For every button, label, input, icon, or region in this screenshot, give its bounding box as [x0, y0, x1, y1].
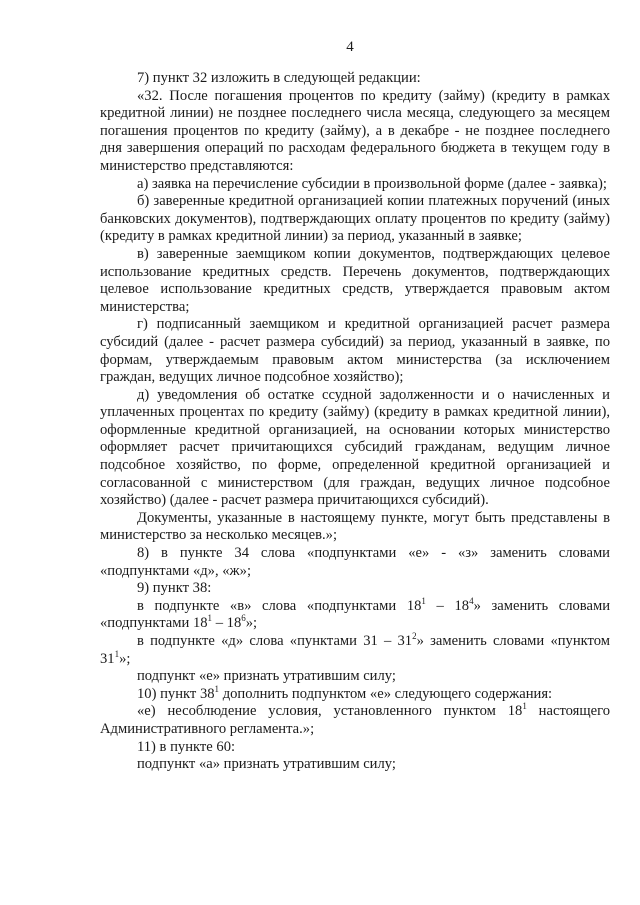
paragraph-text: а) заявка на перечисление субсидии в произвольной форме (далее - заявка); — [137, 175, 607, 192]
superscript: 6 — [241, 613, 246, 624]
paragraph-text: » заменить словами «подпунктами 18 — [100, 597, 611, 632]
superscript: 1 — [214, 683, 220, 694]
page-number: 4 — [346, 39, 354, 55]
paragraph-text: подпункт «а» признать утратившим силу; — [137, 756, 396, 773]
paragraph-pdocs — [100, 510, 610, 545]
superscript: 1 — [522, 701, 527, 712]
paragraph-text: подпункт «е» признать утратившим силу; — [137, 668, 396, 685]
paragraph-text: в) заверенные заемщиком копии документов, подтверждающих целевое использование кредитных средств. Перечень документов, подтверждающих целевое использование кредитных средств, утверждается правовым актом министерства; — [100, 245, 610, 315]
paragraph-text: 7) пункт 32 изложить в следующей редакции: — [137, 70, 421, 86]
paragraph-p9d — [100, 633, 610, 668]
paragraph-text: «32. После погашения процентов по кредиту (займу) (кредиту в рамках кредитной линии) не позднее последнего числа месяца, следующего за месяцем погашения процентов по кредиту (займу), а в декабре - не позднее последнего дня завершения операций по расходам федерального бюджета в текущем году в министерство представляются: — [100, 87, 610, 174]
superscript: 1 — [421, 595, 426, 606]
superscript: 4 — [469, 595, 474, 606]
paragraph-p9e — [100, 668, 610, 686]
paragraph-text: «е) несоблюдение условия, установленного пунктом 18 — [137, 703, 523, 720]
paragraph-p9v — [100, 595, 611, 633]
paragraph-p10e — [100, 703, 610, 738]
paragraph-pa — [100, 176, 610, 194]
paragraph-text: 11) в пункте 60: — [137, 738, 236, 755]
paragraph-p8 — [100, 545, 610, 580]
paragraph-text: г) подписанный заемщиком и кредитной организацией расчет размера субсидий (далее - расчет размера субсидий) за период, указанный в заявке, по формам, утверждаемым правовым актом министерства (за исключением граждан, ведущих личное подсобное хозяйство); — [100, 316, 610, 386]
paragraph-pb — [100, 193, 610, 246]
paragraph-pv — [100, 246, 610, 316]
paragraph-text: в подпункте «в» слова «подпунктами 18 — [137, 597, 422, 614]
paragraph-p11 — [100, 739, 610, 757]
superscript: 2 — [412, 631, 417, 641]
paragraph-pd — [100, 387, 610, 510]
paragraph-text: » заменить словами «пунктом 31 — [100, 633, 610, 667]
paragraph-text: »; — [245, 615, 258, 632]
paragraph-text: 8) в пункте 34 слова «подпунктами «е» - «з» заменить словами «подпунктами «д», «ж»; — [100, 545, 610, 579]
paragraph-text: – 18 — [212, 615, 242, 632]
paragraph-text: 10) пункт 38 — [137, 685, 215, 702]
superscript: 1 — [207, 613, 213, 624]
paragraph-text: настоящего Административного регламента.»; — [100, 703, 611, 737]
paragraph-text: – 18 — [425, 597, 470, 614]
paragraph-p32 — [100, 88, 610, 176]
document-body — [100, 70, 610, 774]
paragraph-p9 — [100, 580, 610, 598]
paragraph-text: б) заверенные кредитной организацией копии платежных поручений (иных банковских документов), подтверждающих оплату процентов по кредиту (займу) (кредиту в рамках кредитной линии) за период, указанный в заявке; — [100, 193, 610, 245]
paragraph-p7 — [100, 70, 610, 88]
superscript: 1 — [114, 648, 120, 659]
paragraph-pg — [100, 316, 610, 386]
paragraph-text: Документы, указанные в настоящему пункте, могут быть представлены в министерство за несколько месяцев.»; — [100, 509, 610, 544]
paragraph-text: »; — [119, 650, 131, 667]
paragraph-text: д) уведомления об остатке ссудной задолженности и о начисленных и уплаченных процентах по кредиту (займу) (кредиту в рамках кредитной линии), оформленные кредитной организацией, на основании которых министерство оформляет расчет причитающихся субсидий гражданам, ведущим личное подсобное хозяйство, по форме, определенной кредитной организацией и согласованной с министерством (для граждан, ведущих личное подсобное хозяйство) (далее - расчет размера причитающихся субсидий). — [100, 386, 610, 509]
paragraph-p10 — [100, 683, 610, 704]
paragraph-p11a — [100, 756, 610, 774]
paragraph-text: дополнить подпунктом «е» следующего содержания: — [219, 685, 553, 702]
paragraph-text: в подпункте «д» слова «пунктами 31 – 31 — [137, 633, 413, 649]
paragraph-text: 9) пункт 38: — [137, 580, 212, 597]
